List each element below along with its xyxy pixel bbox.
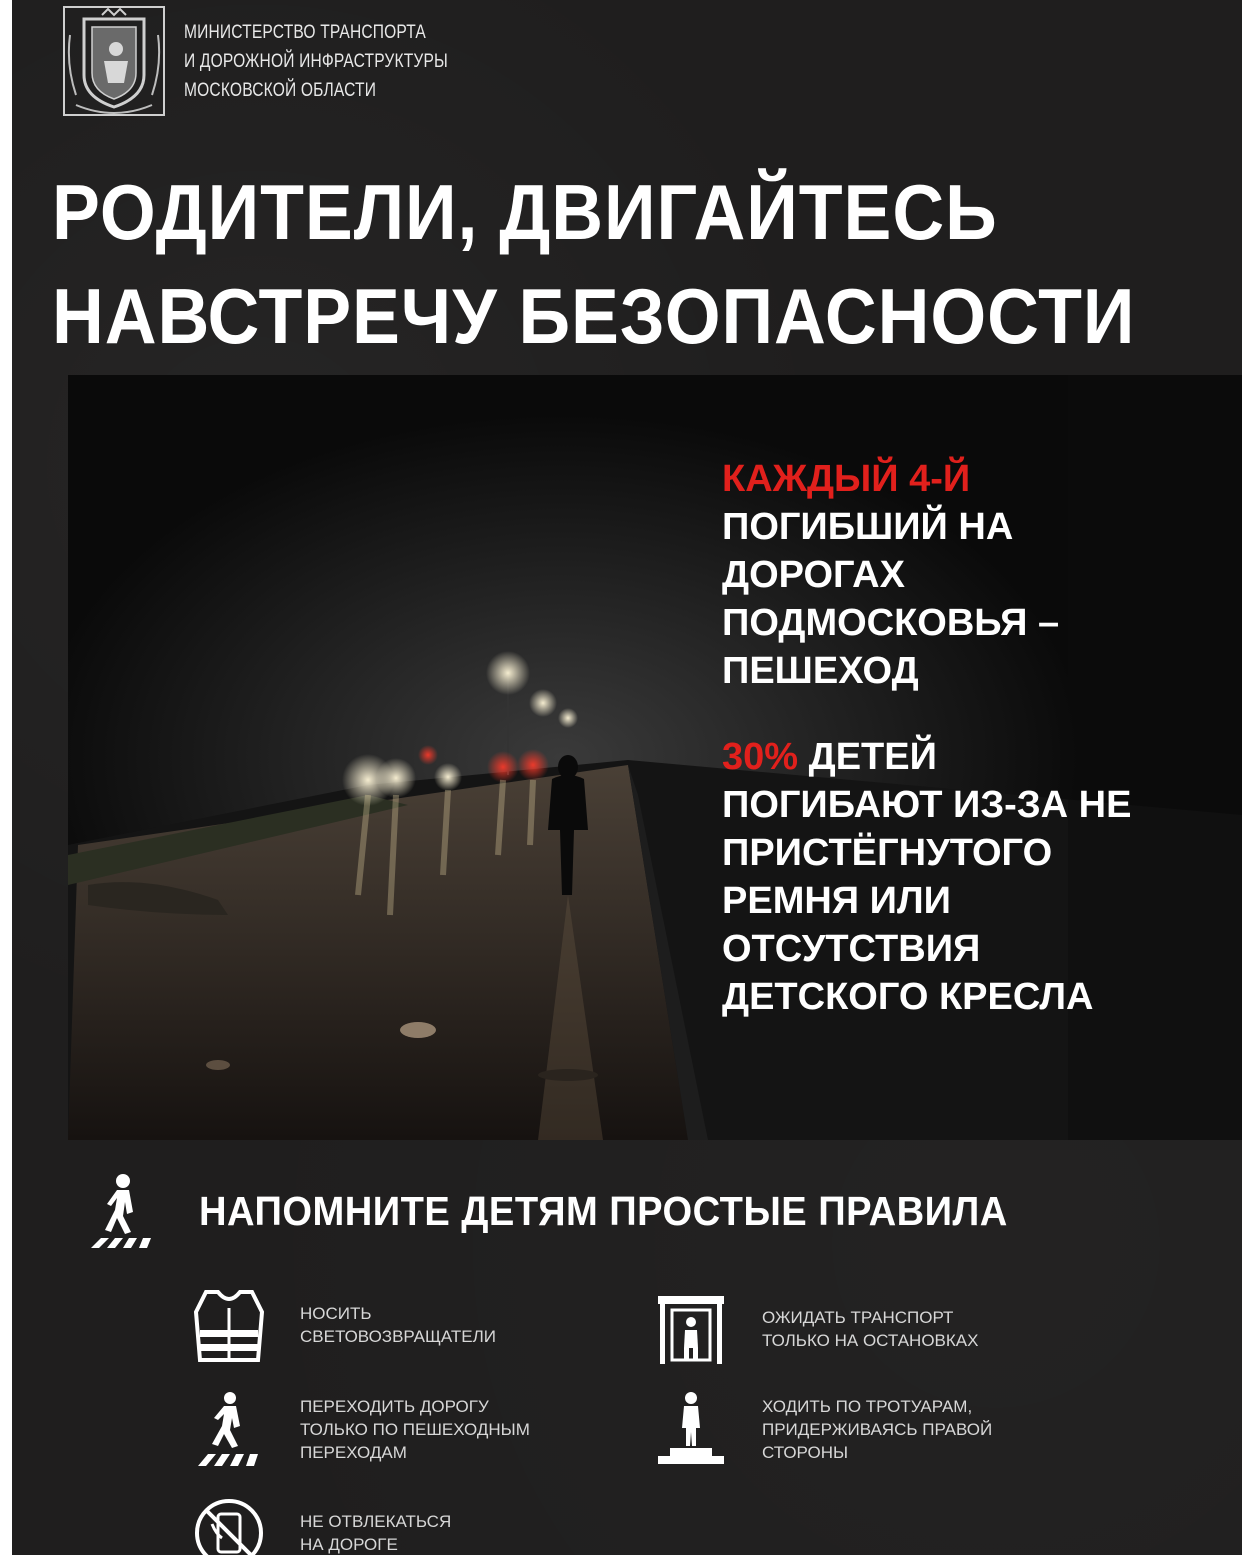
stat-text: ДЕТЕЙ — [798, 736, 937, 778]
rule-text: НЕ ОТВЛЕКАТЬСЯ НА ДОРОГЕ — [300, 1512, 452, 1554]
rule-text: ОЖИДАТЬ ТРАНСПОРТ ТОЛЬКО НА ОСТАНОВКАХ — [762, 1308, 979, 1350]
rules-header — [87, 1172, 1069, 1250]
pedestrian-crossing-icon — [87, 1172, 159, 1250]
stat-line: ДЕТСКОГО КРЕСЛА — [722, 976, 1094, 1018]
stat-line: ПОГИБШИЙ НА — [722, 506, 1014, 548]
statistics-block — [722, 455, 1131, 1021]
stat-line: РЕМНЯ ИЛИ — [722, 880, 951, 922]
stat-line: ОТСУТСТВИЯ — [722, 928, 981, 970]
stat-child-pedestrians — [722, 455, 1131, 695]
crosswalk-icon — [192, 1390, 266, 1468]
stat-line: ПЕШЕХОД — [722, 650, 919, 692]
stat-line: ПРИСТЁГНУТОГО — [722, 832, 1053, 874]
rule-item — [654, 1390, 992, 1468]
stat-line: ПОГИБАЮТ ИЗ-ЗА НЕ — [722, 784, 1132, 826]
stat-child-seats — [722, 733, 1131, 1021]
ministry-line: И ДОРОЖНОЙ ИНФРАСТРУКТУРЫ — [184, 50, 448, 72]
stat-highlight: 30% — [722, 736, 799, 778]
rule-text: ПЕРЕХОДИТЬ ДОРОГУ ТОЛЬКО ПО ПЕШЕХОДНЫМ ПЕРЕХОДАМ — [300, 1396, 530, 1462]
rule-item — [192, 1286, 496, 1364]
rule-text: НОСИТЬ СВЕТОВОЗВРАЩАТЕЛИ — [300, 1304, 496, 1346]
rule-item — [192, 1390, 530, 1468]
rule-item — [654, 1290, 978, 1368]
coat-of-arms-icon — [62, 5, 166, 117]
ministry-name — [184, 18, 448, 105]
rule-text: ХОДИТЬ ПО ТРОТУАРАМ, ПРИДЕРЖИВАЯСЬ ПРАВОЙ СТОРОНЫ — [762, 1396, 993, 1462]
stat-highlight: КАЖДЫЙ 4-Й — [722, 458, 971, 500]
poster — [12, 0, 1242, 1555]
header — [62, 5, 506, 117]
headline-line-2: НАВСТРЕЧУ БЕЗОПАСНОСТИ — [52, 272, 1136, 360]
headline-line-1: РОДИТЕЛИ, ДВИГАЙТЕСЬ — [52, 168, 998, 256]
bus-stop-icon — [654, 1290, 728, 1368]
rule-item — [192, 1494, 451, 1555]
ministry-line: МОСКОВСКОЙ ОБЛАСТИ — [184, 79, 377, 101]
rules-title: НАПОМНИТЕ ДЕТЯМ ПРОСТЫЕ ПРАВИЛА — [199, 1187, 1008, 1234]
stat-line: ДОРОГАХ — [722, 554, 905, 596]
no-phone-icon — [192, 1494, 266, 1555]
headline — [52, 160, 1135, 368]
stat-first-line — [722, 733, 1131, 781]
stat-line: ПОДМОСКОВЬЯ – — [722, 602, 1060, 644]
ministry-line: МИНИСТЕРСТВО ТРАНСПОРТА — [184, 21, 427, 43]
sidewalk-pedestrian-icon — [654, 1390, 728, 1468]
reflective-vest-icon — [192, 1286, 266, 1364]
